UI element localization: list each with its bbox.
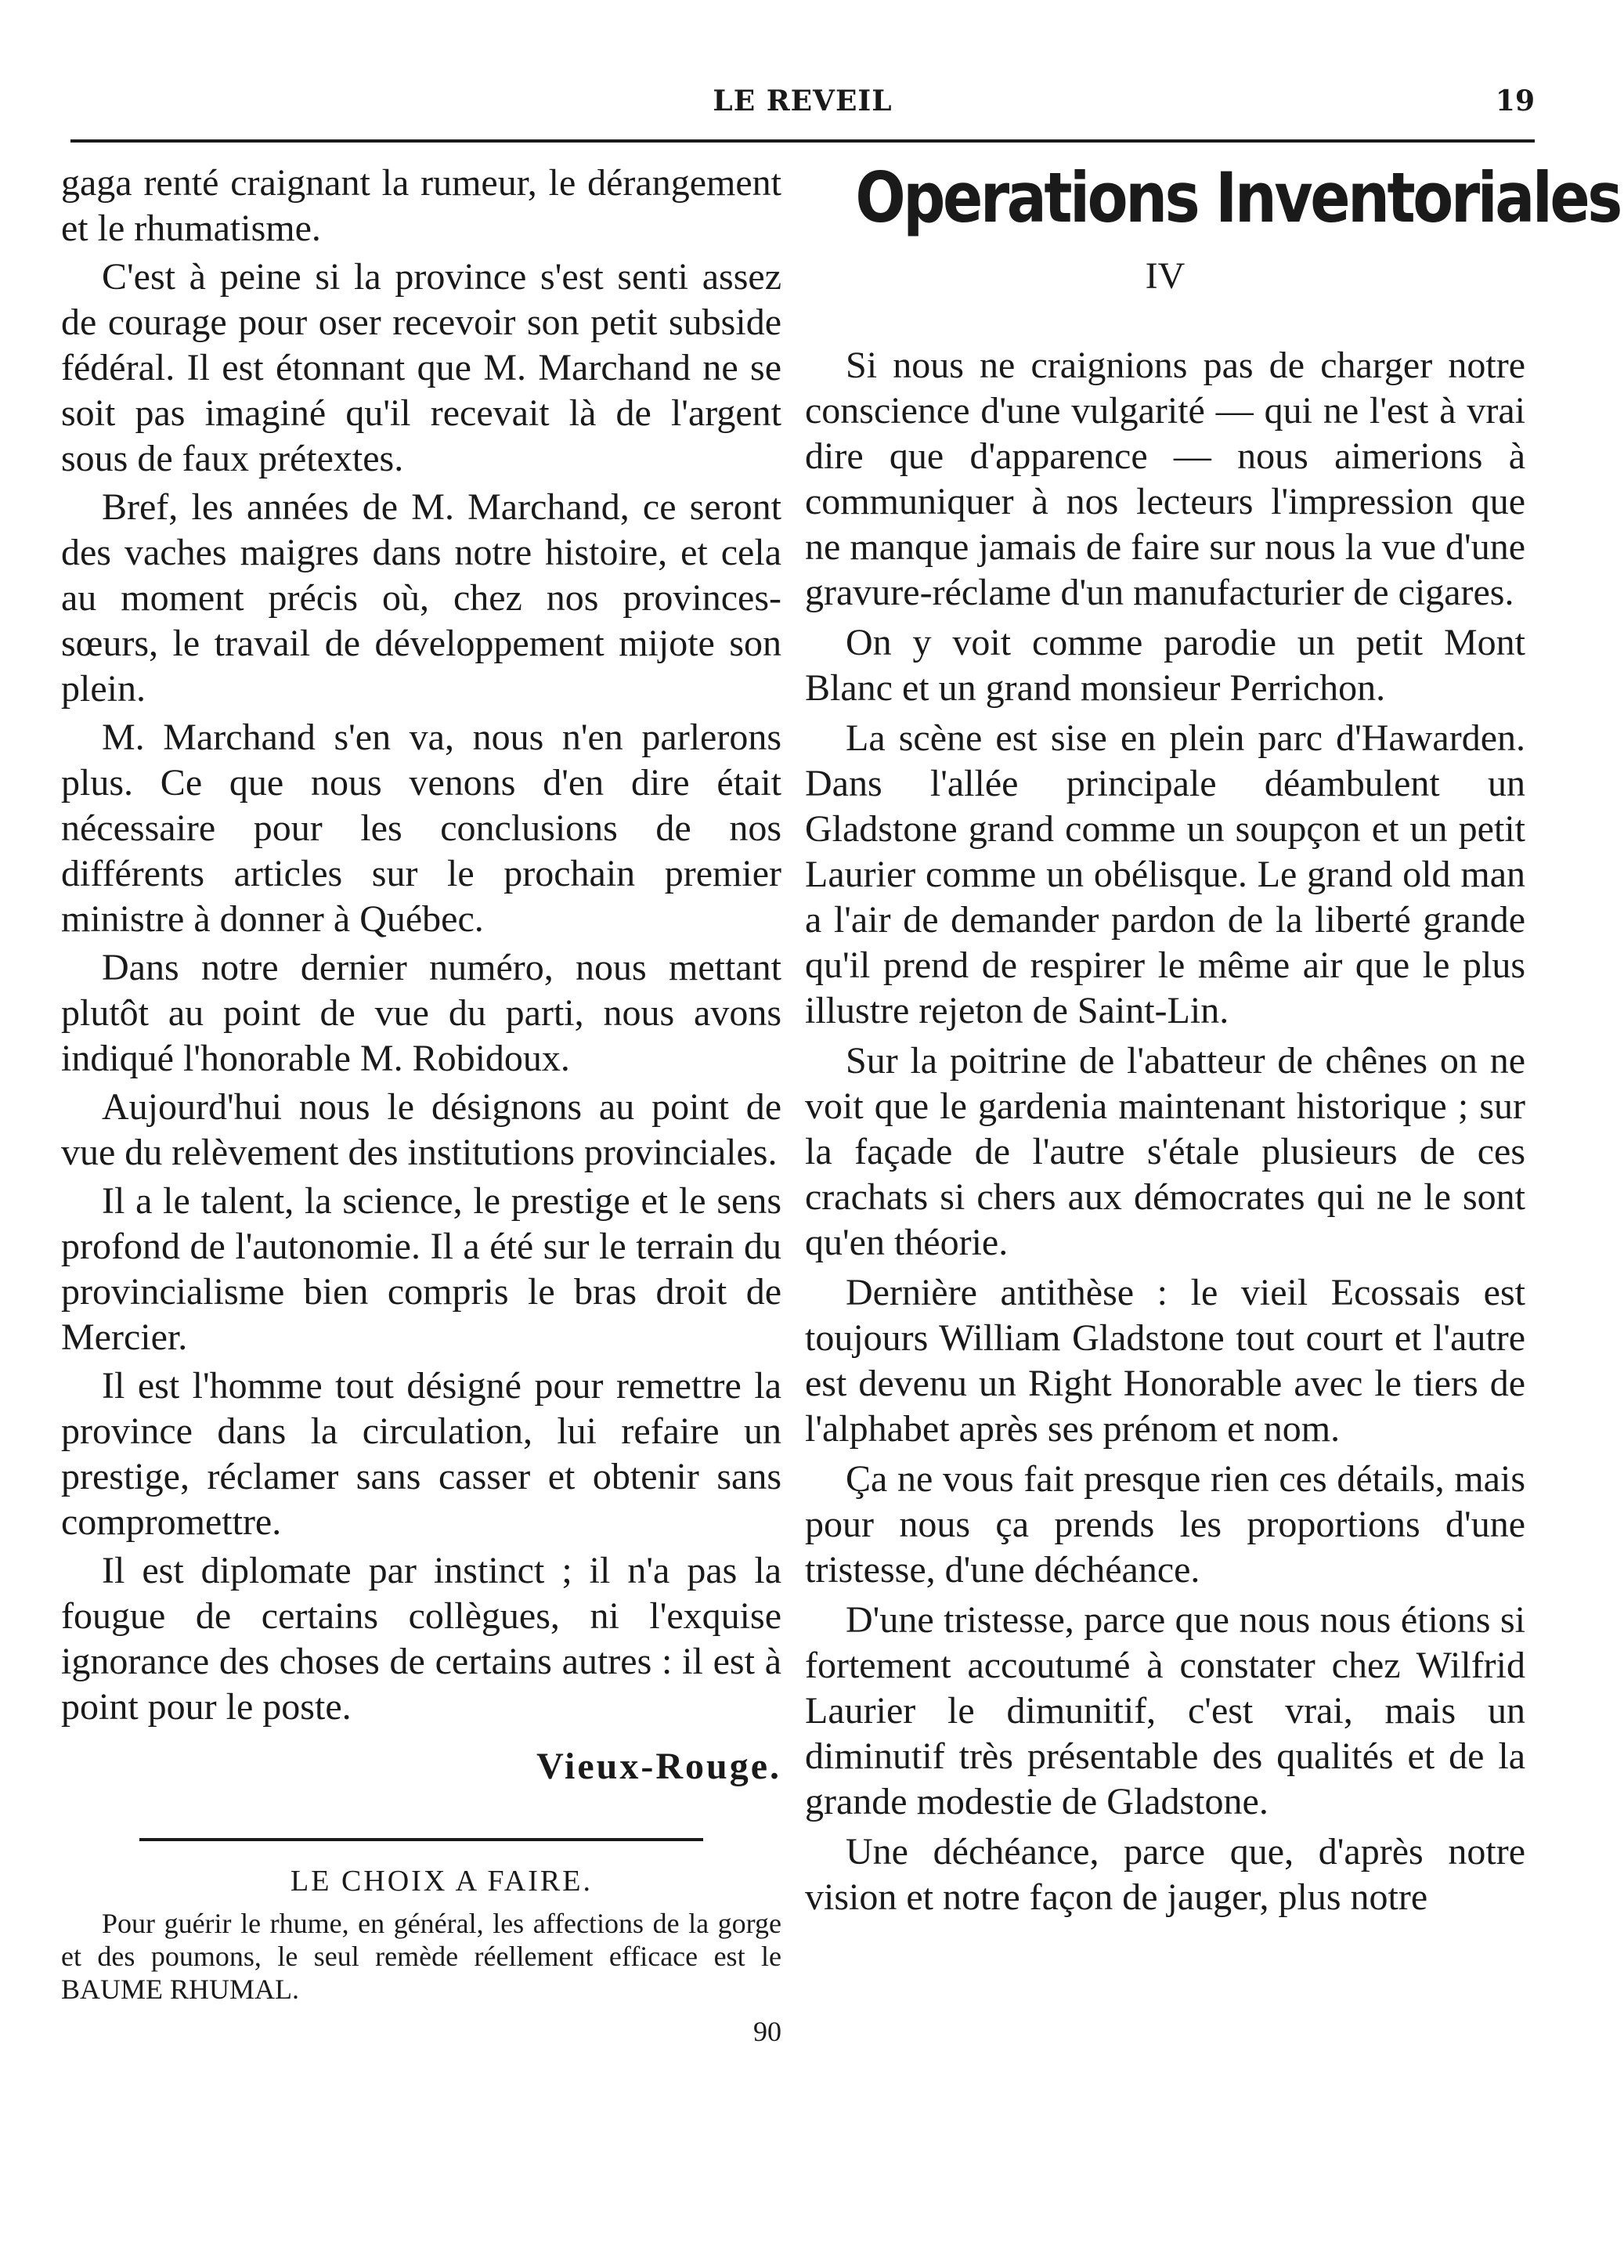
paragraph: gaga renté craignant la rumeur, le dérangement et le rhumatisme. bbox=[61, 162, 781, 249]
paragraph: Une déchéance, parce que, d'après notre vision et notre façon de jauger, plus notre bbox=[805, 1831, 1525, 1918]
paragraph: La scène est sise en plein parc d'Hawarden. Dans l'allée principale déambulent un Gladstone grand comme un soupçon et un petit Laurier comme un obélisque. Le grand old man a l'air de demander pardon de la liberté grande qu'il prend de respirer le même air que le plus illustre rejeton de Saint-Lin. bbox=[805, 717, 1525, 1031]
paragraph: Il est diplomate par instinct ; il n'a pas la fougue de certains collègues, ni l'exquise ignorance des choses de certains autres : il est à point pour le poste. bbox=[61, 1550, 781, 1728]
paragraph: Ça ne vous fait presque rien ces détails, mais pour nous ça prends les proportions d'une tristesse, d'une déchéance. bbox=[805, 1458, 1525, 1591]
author-signature: Vieux-Rouge. bbox=[536, 1746, 781, 1787]
right-column bbox=[805, 155, 1620, 1925]
page-number: 19 bbox=[1495, 85, 1535, 117]
article-title: Operations Inventoriales bbox=[855, 157, 1620, 238]
paragraph: D'une tristesse, parce que nous nous étions si fortement accoutumé à constater chez Wilfrid Laurier le dimunitif, c'est vrai, mais un diminutif très présentable des qualités et de la grande modestie de Gladstone. bbox=[805, 1599, 1525, 1822]
section-divider bbox=[139, 1838, 703, 1841]
paragraph: Dernière antithèse : le vieil Ecossais est toujours William Gladstone tout court et l'autre est devenu un Right Honorable avec le tiers de l'alphabet après ses prénom et nom. bbox=[805, 1272, 1525, 1450]
header-rule bbox=[70, 139, 1535, 143]
paragraph: Il est l'homme tout désigné pour remettre la province dans la circulation, lui refaire un prestige, réclamer sans casser et obtenir sans compromettre. bbox=[61, 1365, 781, 1543]
paragraph: Sur la poitrine de l'abatteur de chênes on ne voit que le gardenia maintenant historique ; sur la façade de l'autre s'étale plusieurs de ces crachats si chers aux démocrates qui ne le sont qu'en théorie. bbox=[805, 1040, 1525, 1263]
left-column bbox=[61, 161, 781, 2057]
ad-heading: LE CHOIX A FAIRE. bbox=[291, 1865, 593, 1898]
ad-body: Pour guérir le rhume, en général, les affections de la gorge et des poumons, le seul remède réellement efficace est le BAUME RHUMAL. bbox=[61, 1908, 781, 2005]
paragraph: Il a le talent, la science, le prestige et le sens profond de l'autonomie. Il a été sur le terrain du provincialisme bien compris le bras droit de Mercier. bbox=[61, 1180, 781, 1358]
paragraph: Aujourd'hui nous le désignons au point de vue du relèvement des institutions provinciales. bbox=[61, 1086, 781, 1173]
running-title: LE REVEIL bbox=[713, 85, 893, 117]
article-section-number: IV bbox=[1145, 255, 1186, 297]
paragraph: Bref, les années de M. Marchand, ce seront des vaches maigres dans notre histoire, et cela au moment précis où, chez nos provinces-sœurs, le travail de développement mijote son plein. bbox=[61, 486, 781, 710]
paragraph: On y voit comme parodie un petit Mont Blanc et un grand monsieur Perrichon. bbox=[805, 622, 1525, 709]
paragraph: Si nous ne craignions pas de charger notre conscience d'une vulgarité — qui ne l'est à vrai dire que d'apparence — nous aimerions à communiquer à nos lecteurs l'impression que ne manque jamais de faire sur nous la vue d'une gravure-réclame d'un manufacturier de cigares. bbox=[805, 345, 1525, 613]
paragraph: Dans notre dernier numéro, nous mettant plutôt au point de vue du parti, nous avons indiqué l'honorable M. Robidoux. bbox=[61, 947, 781, 1079]
paragraph: C'est à peine si la province s'est senti assez de courage pour oser recevoir son petit subside fédéral. Il est étonnant que M. Marchand ne se soit pas imaginé qu'il recevait là de l'argent sous de faux prétextes. bbox=[61, 256, 781, 479]
paragraph: M. Marchand s'en va, nous n'en parlerons plus. Ce que nous venons d'en dire était nécessaire pour les conclusions de nos différents articles sur le prochain premier ministre à donner à Québec. bbox=[61, 717, 781, 940]
running-head bbox=[70, 78, 1535, 133]
ad-number: 90 bbox=[753, 2016, 781, 2047]
advertisement bbox=[61, 1858, 781, 2054]
